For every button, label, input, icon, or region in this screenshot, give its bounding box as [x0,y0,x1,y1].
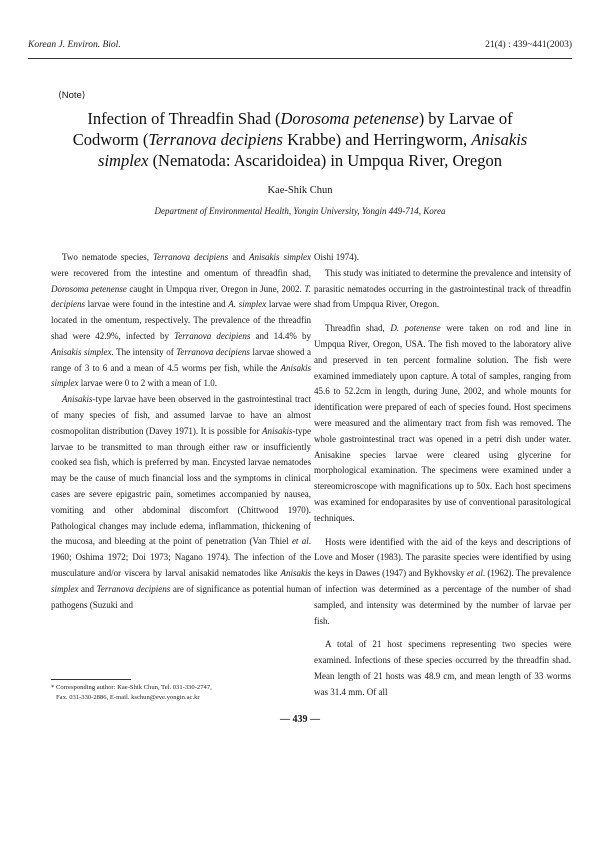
text-run: Threadfin shad, [325,323,391,334]
article-title [60,108,540,171]
right-column [314,250,571,701]
footnote-rule [51,679,131,680]
text-run: . 1960; Oshima 1972; Doi 1973; Nagano 1974). The infection of the musculature and/or viscera by larval anisakid nematodes like [51,536,311,578]
header-rule [28,58,572,59]
italic-term: Terranova decipiens [96,583,171,594]
page-number: — 439 — [280,714,320,725]
italic-term: Terranova decipiens [174,330,251,341]
italic-term: Anisakis simplex [51,567,311,594]
paragraph [51,392,311,613]
title-part-4: (Nematoda: Ascaridoidea) in Umpqua River, Oregon [148,151,502,170]
italic-term: Terranova decipiens [176,346,250,357]
italic-term: Anisakis [262,425,293,436]
title-species-3: Anisakis simplex [98,130,528,170]
italic-term: Anisakis simplex [51,346,112,357]
text-run: Two nematode species, [62,252,153,262]
italic-term: A. simplex [228,299,267,310]
running-header [28,40,572,50]
paragraph [314,535,571,630]
title-part-2: ) by Larvae of Codworm ( [72,109,513,149]
citation: 21(4) : 439~441(2003) [485,40,572,50]
author-name: Kae-Shik Chun [267,185,333,196]
paragraph [314,321,571,526]
note-label: ⟨Note⟩ [58,90,86,101]
text-run: are of significance as potential human pathogens (Suzuki and [51,583,311,610]
italic-term: Terranova decipiens [152,252,229,262]
text-run: -type larvae have been observed in the gastrointestinal tract of many species of fish, and assumed larvae to have an almost cosmopolitan distribution (Davey 1971). It is possible for [51,394,311,436]
italic-term: Dorosoma petenense [51,283,127,294]
text-run: larvae were 0 to 2 with a mean of 1.0. [78,378,217,389]
text-run: larvae were located in the omentum, respectively. The prevalence of the threadfin shad were 42.9%, infected by [51,299,311,341]
title-species-2: Terranova decipiens [148,130,283,149]
text-run: larvae showed a range of 3 to 6 and a mean of 4.5 worms per fish, while the [51,346,311,373]
paragraph [51,250,311,392]
text-run: and [78,583,97,594]
text-run: caught in Umpqua river, Oregon in June, 2002. [126,283,305,294]
footnote [51,683,311,702]
italic-term: et al [467,568,483,579]
journal-name: Korean J. Environ. Biol. [28,40,121,50]
italic-term: T. decipiens [51,283,311,310]
text-run: Oishi 1974). [314,252,359,262]
title-species-1: Dorosoma petenense [280,109,419,128]
text-run: A total of 21 host specimens representing two species were examined. Infections of these species occurred by the threadfin shad. Mean length of 21 hosts was 48.9 cm, and mean length of 33 worms was 31.4 mm. Of all [314,639,571,697]
italic-term: et al [291,536,309,547]
italic-term: Anisakis [62,394,93,405]
text-run: larvae were found in the intestine and [85,299,229,310]
text-run: and 14.4% by [250,330,312,341]
footnote-line: * Corresponding author: Kae-Shik Chun, Tel. 031-330-2747, [51,684,212,691]
left-column [51,250,311,613]
text-run: were recovered from the intestine and omentum of threadfin shad, [51,267,311,278]
paragraph [314,637,571,700]
italic-term: D. potenense [390,323,441,334]
title-part-1: Infection of Threadfin Shad ( [87,109,281,128]
text-run: . The intensity of [111,346,177,357]
text-run: were taken on rod and line in Umpqua River, Oregon, USA. The fish moved to the laboratory alive and preserved in ten percent formaline solution. The fish were examined immediately upon capture. A total of samples, ranging from 45.6 to 52.2cm in length, during June, 2002, and whole mounts for identification were prepared of each of species found. Host specimens were measured and the alimentary tract from fish was removed. The whole gastrointestinal tract was opened in a petri dish under water. Anisakine species larvae were cleared using glycerine for morphological examination. The specimens were examined under a stereomicroscope with magnifications up to 50x. Each host specimens was examined for endoparasites by use of conventional parasitological techniques. [314,323,571,523]
text-run: Hosts were identified with the aid of the keys and descriptions of Love and Moser (1983). The parasite species were identified by using the keys in Dawes (1947) and Bykhovsky [314,536,571,579]
paragraph [314,250,571,266]
text-run: . (1962). The prevalence of infection was determined as a percentage of the number of shad sampled, and intensity was determined by the number of larvae per fish. [314,568,572,626]
text-run: This study was initiated to determine the prevalence and intensity of parasitic nematodes occurring in the gastrointestinal track of threadfin shad from Umpqua River, Oregon. [314,267,571,310]
text-run: and [228,252,250,262]
title-part-3: Krabbe) and Herringworm, [282,130,472,149]
text-run: -type larvae to be transmitted to man through either raw or insufficiently cooked sea fish, which is preferred by man. Encysted larvae nematodes may be the cause of much financial loss and the symptoms in clinical cases are severe epigastric pain, sometimes accompanied by nausea, vomiting and other abdominal discomfort (Chittwood 1970). Pathological changes may include edema, inflammation, thickening of the mucosa, and bleeding at the point of penetration (Van Thiel [51,425,311,547]
italic-term: Anisakis simplex [51,362,311,389]
paragraph [314,266,571,313]
italic-term: Anisakis simplex [249,252,311,262]
footnote-line: Fax. 031-330-2886, E-mail. kschun@eve.yongin.ac.kr [56,693,200,701]
affiliation: Department of Environmental Health, Yongin University, Yongin 449-714, Korea [154,206,446,216]
